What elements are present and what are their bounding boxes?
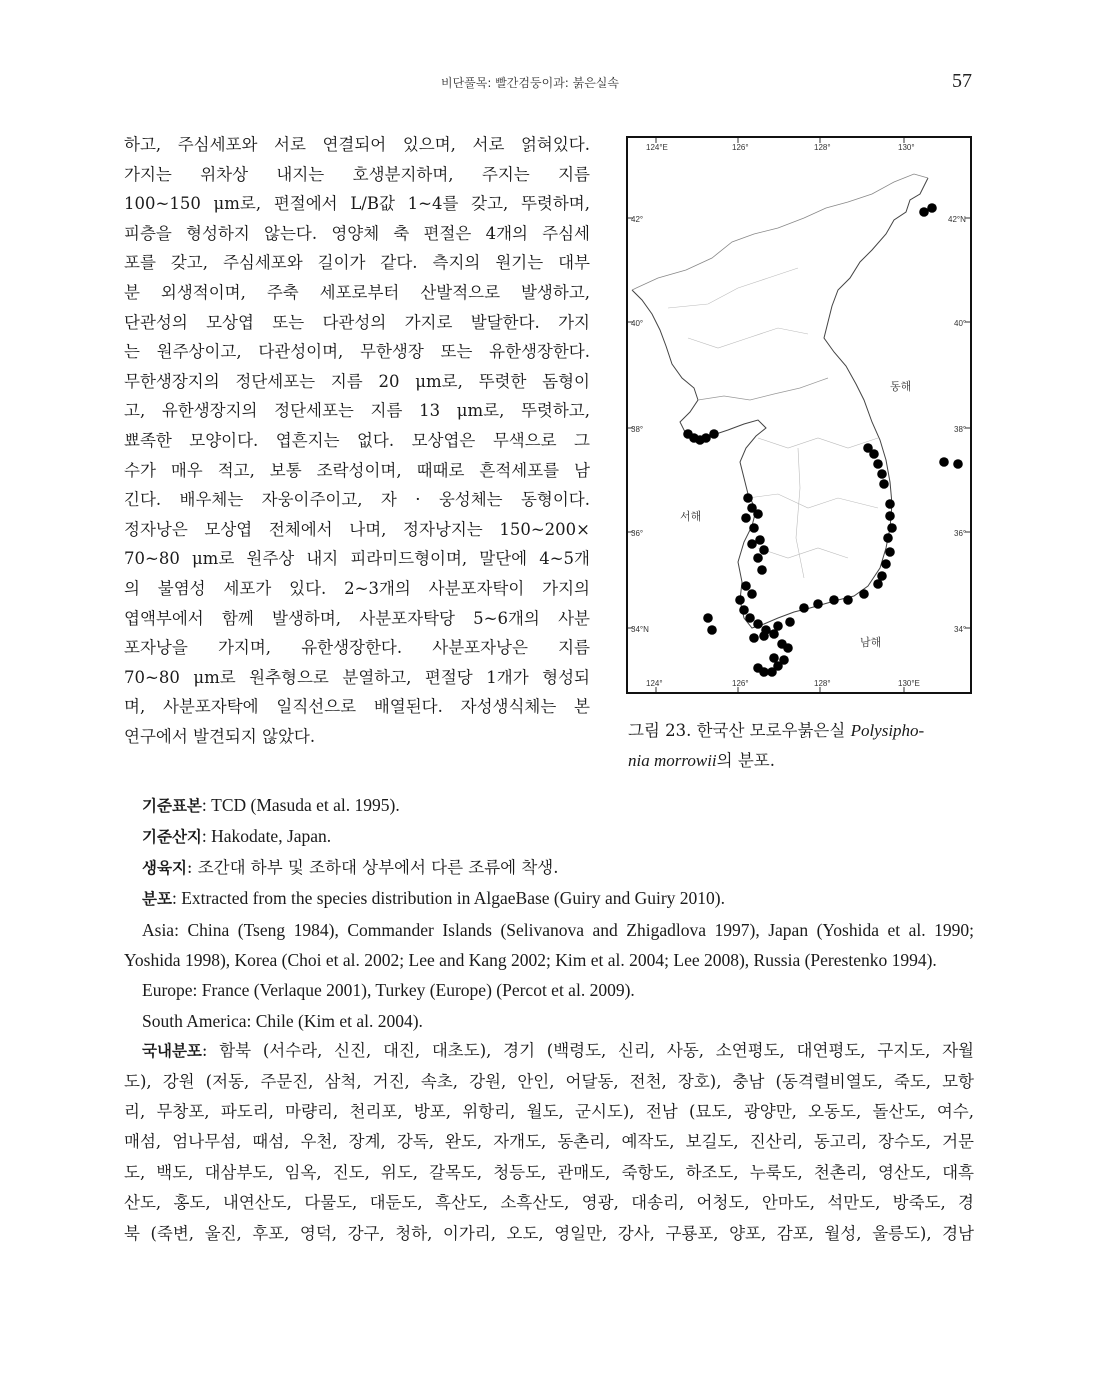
- distribution-map: [626, 136, 972, 694]
- occurrence-dot: [859, 589, 869, 599]
- domestic-line: 매섬, 엄나무섬, 때섬, 우천, 장계, 강독, 완도, 자개도, 동촌리, 예작도, 보길도, 진산리, 동고리, 장수도, 거문: [124, 1132, 974, 1152]
- top-tick: 130°: [898, 143, 915, 152]
- right-tick: 34°: [954, 625, 967, 634]
- occurrence-dot: [877, 469, 887, 479]
- occurrence-dot: [873, 579, 883, 589]
- species-info: [124, 790, 974, 1249]
- occurrence-dot: [799, 603, 809, 613]
- sea-label-east: 동해: [890, 380, 912, 393]
- occurrence-dot: [747, 539, 757, 549]
- occurrence-dot: [881, 559, 891, 569]
- domestic-line: 국내분포: 함북 (서수라, 신진, 대진, 대초도), 경기 (백령도, 신리, 사동, 소연평도, 대연평도, 구지도, 자월: [142, 1041, 974, 1061]
- description-line: 무한생장지의 정단세포는 지름 20 μm로, 뚜렷한 돔형이: [124, 371, 590, 391]
- occurrence-dot: [707, 625, 717, 635]
- occurrence-dot: [753, 553, 763, 563]
- caption-species-cont: nia morrowii: [628, 751, 717, 770]
- occurrence-dot: [709, 429, 719, 439]
- occurrence-dot: [745, 613, 755, 623]
- sea-label-west: 서해: [680, 510, 702, 523]
- domestic-line: 리, 무창포, 파도리, 마량리, 천리포, 방포, 위항리, 월도, 군시도), 전남 (묘도, 광양만, 오동도, 돌산도, 여수,: [124, 1102, 974, 1122]
- type-specimen: 기준표본: TCD (Masuda et al. 1995).: [142, 795, 400, 815]
- description-line: 하고, 주심세포와 서로 연결되어 있으며, 서로 얽혀있다.: [124, 135, 590, 154]
- description-line: 100~150 μm로, 편절에서 L/B값 1~4를 갖고, 뚜렷하며,: [124, 194, 590, 214]
- occurrence-dot: [887, 523, 897, 533]
- distribution-europe: Europe: France (Verlaque 2001), Turkey (Europe) (Percot et al. 2009).: [142, 980, 635, 1001]
- distribution-south-america: South America: Chile (Kim et al. 2004).: [142, 1010, 423, 1031]
- domestic-line: 도), 강원 (저동, 주문진, 삼척, 거진, 속초, 강원, 안인, 어달동, 전천, 장호), 충남 (동격렬비열도, 죽도, 모항: [124, 1071, 974, 1091]
- occurrence-dot: [703, 613, 713, 623]
- occurrence-dot: [779, 655, 789, 665]
- occurrence-points: [683, 203, 963, 677]
- description-line: 포자낭을 가지며, 유한생장한다. 사분포자낭은 지름: [124, 638, 590, 658]
- occurrence-dot: [743, 493, 753, 503]
- occurrence-dot: [829, 595, 839, 605]
- occurrence-dot: [883, 533, 893, 543]
- domestic-distribution: [124, 1036, 974, 1249]
- occurrence-dot: [813, 599, 823, 609]
- korea-map-svg: [628, 138, 970, 692]
- occurrence-dot: [759, 545, 769, 555]
- bottom-tick: 126°: [732, 679, 749, 688]
- sea-label-south: 남해: [860, 636, 882, 649]
- occurrence-dot: [749, 523, 759, 533]
- type-specimen-label: 기준표본: [142, 797, 202, 815]
- description-line: 긴다. 배우체는 자웅이주이고, 자 · 웅성체는 동형이다.: [124, 490, 590, 510]
- distribution-asia: Asia: China (Tseng 1984), Commander Islands (Selivanova and Zhigadlova 1997), Japan (Yoshida et al. 1990; Yoshida 1998), Korea (Choi et al. 2002; Lee and Kang 2002; Kim et al. 2004; Lee 2008), Russia (Perestenko 1994).: [124, 919, 974, 971]
- occurrence-dot: [919, 207, 929, 217]
- occurrence-dot: [873, 459, 883, 469]
- description-line: 는 원주상이고, 다관성이며, 무한생장 또는 유한생장한다.: [124, 342, 590, 362]
- caption-species: Polysipho-: [850, 721, 925, 740]
- type-locality-label: 기준산지: [142, 828, 202, 847]
- description-line: 단관성의 모상엽 또는 다관성의 가지로 발달한다. 가지: [124, 312, 590, 332]
- bottom-tick: 124°: [646, 679, 663, 688]
- description-line: 의 불염성 세포가 있다. 2~3개의 사분포자탁이 가지의: [124, 578, 590, 598]
- northern-border: [632, 174, 928, 290]
- bottom-tick: 128°: [814, 679, 831, 688]
- left-tick: 40°: [631, 319, 644, 328]
- bottom-tick: 130°E: [898, 679, 920, 688]
- occurrence-dot: [843, 595, 853, 605]
- description-line: 고, 유한생장지의 정단세포는 지름 13 μm로, 뚜렷하고,: [124, 401, 590, 421]
- description-line: 수가 매우 적고, 보통 조락성이며, 때때로 흔적세포를 남: [124, 460, 590, 480]
- occurrence-dot: [777, 639, 787, 649]
- caption-suffix: 의 분포.: [716, 751, 775, 770]
- left-tick: 34°N: [631, 625, 649, 634]
- running-title: 비단풀목: 빨간검둥이과: 붉은실속: [440, 76, 619, 90]
- description-line: 70~80 μm로 원주상 내지 피라미드형이며, 말단에 4~5개: [124, 549, 590, 569]
- left-tick: 38°: [631, 425, 644, 434]
- occurrence-dot: [785, 617, 795, 627]
- occurrence-dot: [753, 509, 763, 519]
- description-line: 가지는 위차상 내지는 호생분지하며, 주지는 지름: [124, 164, 590, 184]
- type-locality: 기준산지: Hakodate, Japan.: [142, 826, 332, 847]
- right-tick: 38°: [954, 425, 967, 434]
- occurrence-dot: [759, 631, 769, 641]
- right-tick: 42°N: [948, 215, 966, 224]
- occurrence-dot: [739, 605, 749, 615]
- description-text: [124, 130, 590, 751]
- description-line: 포를 갖고, 주심세포와 길이가 같다. 측지의 원기는 대부: [124, 253, 590, 273]
- occurrence-dot: [741, 513, 751, 523]
- description-line: 엽액부에서 함께 발생하며, 사분포자탁당 5~6개의 사분: [124, 608, 590, 628]
- domestic-line: 북 (죽변, 울진, 후포, 영덕, 강구, 청하, 이가리, 오도, 영일만, 강사, 구룡포, 양포, 감포, 월성, 울릉도), 경남: [124, 1223, 974, 1243]
- distribution: 분포: Extracted from the species distribution in AlgaeBase (Guiry and Guiry 2010).: [142, 888, 726, 909]
- occurrence-dot: [769, 653, 779, 663]
- domestic-label: 국내분포: [142, 1042, 202, 1061]
- occurrence-dot: [953, 459, 963, 469]
- description-line: 연구에서 발견되지 않았다.: [124, 726, 316, 746]
- occurrence-dot: [757, 565, 767, 575]
- page-number: 57: [952, 70, 972, 92]
- description-line: 정자낭은 모상엽 전체에서 나며, 정자낭지는 150~200×: [124, 519, 590, 539]
- description-line: 뾰족한 모양이다. 엽흔지는 없다. 모상엽은 무색으로 그: [124, 430, 590, 450]
- domestic-line: 도, 백도, 대삼부도, 임옥, 진도, 위도, 갈목도, 청등도, 관매도, 죽항도, 하조도, 누룩도, 천촌리, 영산도, 대흑: [124, 1162, 974, 1182]
- occurrence-dot: [749, 633, 759, 643]
- occurrence-dot: [879, 479, 889, 489]
- description-line: 70~80 μm로 원추형으로 분열하고, 편절당 1개가 형성되: [124, 667, 590, 687]
- caption-prefix: 그림 23. 한국산 모로우붉은실: [628, 721, 851, 740]
- occurrence-dot: [741, 581, 751, 591]
- occurrence-dot: [753, 619, 763, 629]
- occurrence-dot: [885, 499, 895, 509]
- description-line: 피층을 형성하지 않는다. 영양체 축 편절은 4개의 주심세: [124, 223, 590, 243]
- description-line: 분 외생적이며, 주축 세포로부터 산발적으로 발생하고,: [124, 282, 590, 302]
- occurrence-dot: [939, 457, 949, 467]
- left-tick: 42°: [631, 215, 644, 224]
- description-line: 며, 사분포자탁에 일직선으로 배열된다. 자성생식체는 본: [124, 697, 590, 717]
- occurrence-dot: [885, 547, 895, 557]
- occurrence-dot: [747, 589, 757, 599]
- dmz-line: [698, 378, 828, 400]
- province-borders: [668, 268, 878, 578]
- figure-caption: [628, 716, 974, 776]
- occurrence-dot: [735, 595, 745, 605]
- right-tick: 36°: [954, 529, 967, 538]
- occurrence-dot: [869, 449, 879, 459]
- distribution-label: 분포: [142, 890, 172, 909]
- top-tick: 124°E: [646, 143, 668, 152]
- top-tick: 126°: [732, 143, 749, 152]
- right-tick: 40°: [954, 319, 967, 328]
- domestic-line: 산도, 홍도, 내연산도, 다물도, 대둔도, 흑산도, 소흑산도, 영광, 대송리, 어청도, 안마도, 석만도, 방죽도, 경: [124, 1193, 974, 1213]
- occurrence-dot: [773, 621, 783, 631]
- habitat: 생육지: 조간대 하부 및 조하대 상부에서 다른 조류에 착생.: [142, 857, 559, 877]
- left-tick: 36°: [631, 529, 644, 538]
- occurrence-dot: [885, 511, 895, 521]
- habitat-label: 생육지: [142, 858, 187, 877]
- top-tick: 128°: [814, 143, 831, 152]
